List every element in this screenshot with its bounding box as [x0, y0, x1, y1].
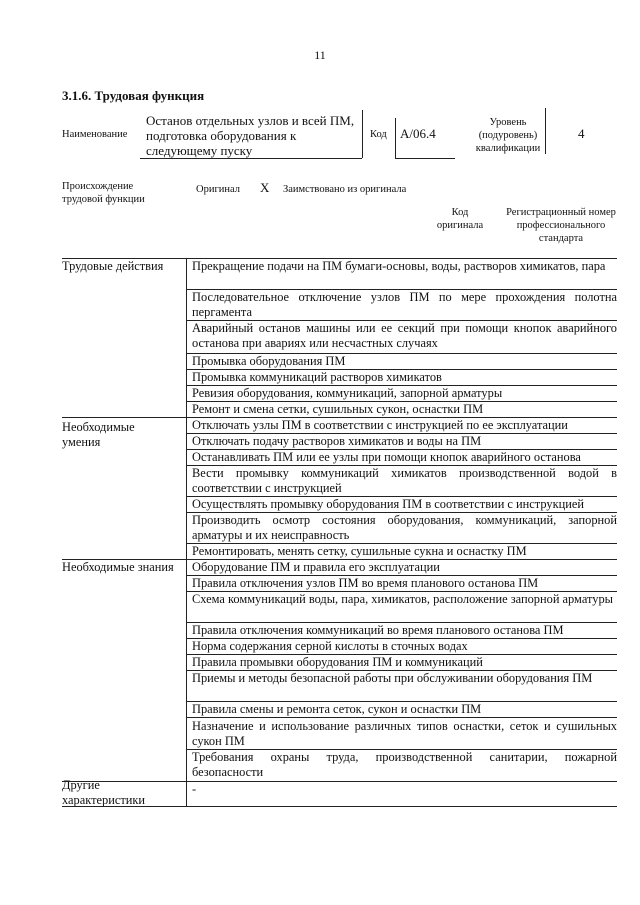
list-item: Отключать подачу растворов химикатов и воды на ПМ	[192, 434, 482, 448]
label-labor-actions: Трудовые действия	[62, 259, 164, 273]
page-number: 11	[314, 48, 326, 62]
table-divider	[186, 258, 187, 806]
origin-borrowed: Заимствовано из оригинала	[283, 184, 407, 195]
list-item: Правила промывки оборудования ПМ и коммуникаций	[192, 655, 483, 669]
origin-label: Происхождение трудовой функции	[62, 181, 145, 205]
name-value: Останов отдельных узлов и всей ПМ, подготовка оборудования к следующему пуску	[146, 113, 355, 158]
header-divider	[362, 110, 363, 158]
table-bottom-rule	[62, 806, 617, 807]
section-title: 3.1.6. Трудовая функция	[62, 88, 205, 103]
label-other: Другие характеристики	[62, 778, 146, 807]
list-item: Правила смены и ремонта сеток, сукон и оснастки ПМ	[192, 702, 482, 716]
list-item: Требования охраны труда, производственной санитарии, пожарной безопасности	[192, 750, 617, 779]
list-item: Схема коммуникаций воды, пара, химикатов, расположение запорной арматуры	[192, 592, 613, 606]
code-original: Код оригинала	[436, 207, 484, 231]
list-item: Ревизия оборудования, коммуникаций, запорной арматуры	[192, 386, 503, 400]
label-skills: Необходимые умения	[62, 420, 135, 449]
name-underline	[140, 158, 362, 159]
list-item: Оборудование ПМ и правила его эксплуатации	[192, 560, 440, 574]
list-item: Промывка оборудования ПМ	[192, 354, 346, 368]
list-item: Прекращение подачи на ПМ бумаги-основы, воды, растворов химикатов, пара	[192, 259, 606, 273]
code-label: Код	[370, 129, 387, 140]
list-item: Приемы и методы безопасной работы при обслуживании оборудования ПМ	[192, 671, 593, 685]
level-label: Уровень (подуровень) квалификации	[475, 117, 541, 154]
list-item: Промывка коммуникаций растворов химикатов	[192, 370, 442, 384]
level-divider	[545, 108, 546, 154]
list-item: Ремонт и смена сетки, сушильных сукон, оснастки ПМ	[192, 402, 484, 416]
list-item: Аварийный останов машины или ее секций при помощи кнопок аварийного останова при авариях или несчастных случаях	[192, 321, 617, 350]
label-knowledge: Необходимые знания	[62, 560, 174, 574]
list-item: Осуществлять промывку оборудования ПМ в соответствии с инструкцией	[192, 497, 584, 511]
code-value: А/06.4	[400, 126, 436, 141]
list-item: Производить осмотр состояния оборудования, коммуникаций, запорной арматуры и их неисправность	[192, 513, 617, 542]
name-label: Наименование	[62, 129, 128, 140]
list-item: Ремонтировать, менять сетку, сушильные сукна и оснастку ПМ	[192, 544, 527, 558]
level-value: 4	[578, 126, 585, 141]
list-item: Последовательное отключение узлов ПМ по мере прохождения полотна пергамента	[192, 290, 617, 319]
reg-number: Регистрационный номер профессионального стандарта	[506, 207, 616, 244]
list-item: Отключать узлы ПМ в соответствии с инструкцией по ее эксплуатации	[192, 418, 568, 432]
list-item: Назначение и использование различных типов оснастки, сеток и сушильных сукон ПМ	[192, 719, 617, 748]
list-item: Останавливать ПМ или ее узлы при помощи кнопок аварийного останова	[192, 450, 581, 464]
list-item: -	[192, 782, 197, 796]
list-item: Правила отключения коммуникаций во время планового останова ПМ	[192, 623, 564, 637]
list-item: Правила отключения узлов ПМ во время планового останова ПМ	[192, 576, 539, 590]
code-divider	[395, 118, 396, 158]
list-item: Вести промывку коммуникаций химикатов производственной водой в соответствии с инструкцией	[192, 466, 617, 495]
list-item: Норма содержания серной кислоты в сточных водах	[192, 639, 468, 653]
code-underline	[395, 158, 455, 159]
row-rule	[186, 717, 617, 718]
origin-mark: X	[260, 180, 270, 195]
origin-original: Оригинал	[196, 184, 240, 195]
